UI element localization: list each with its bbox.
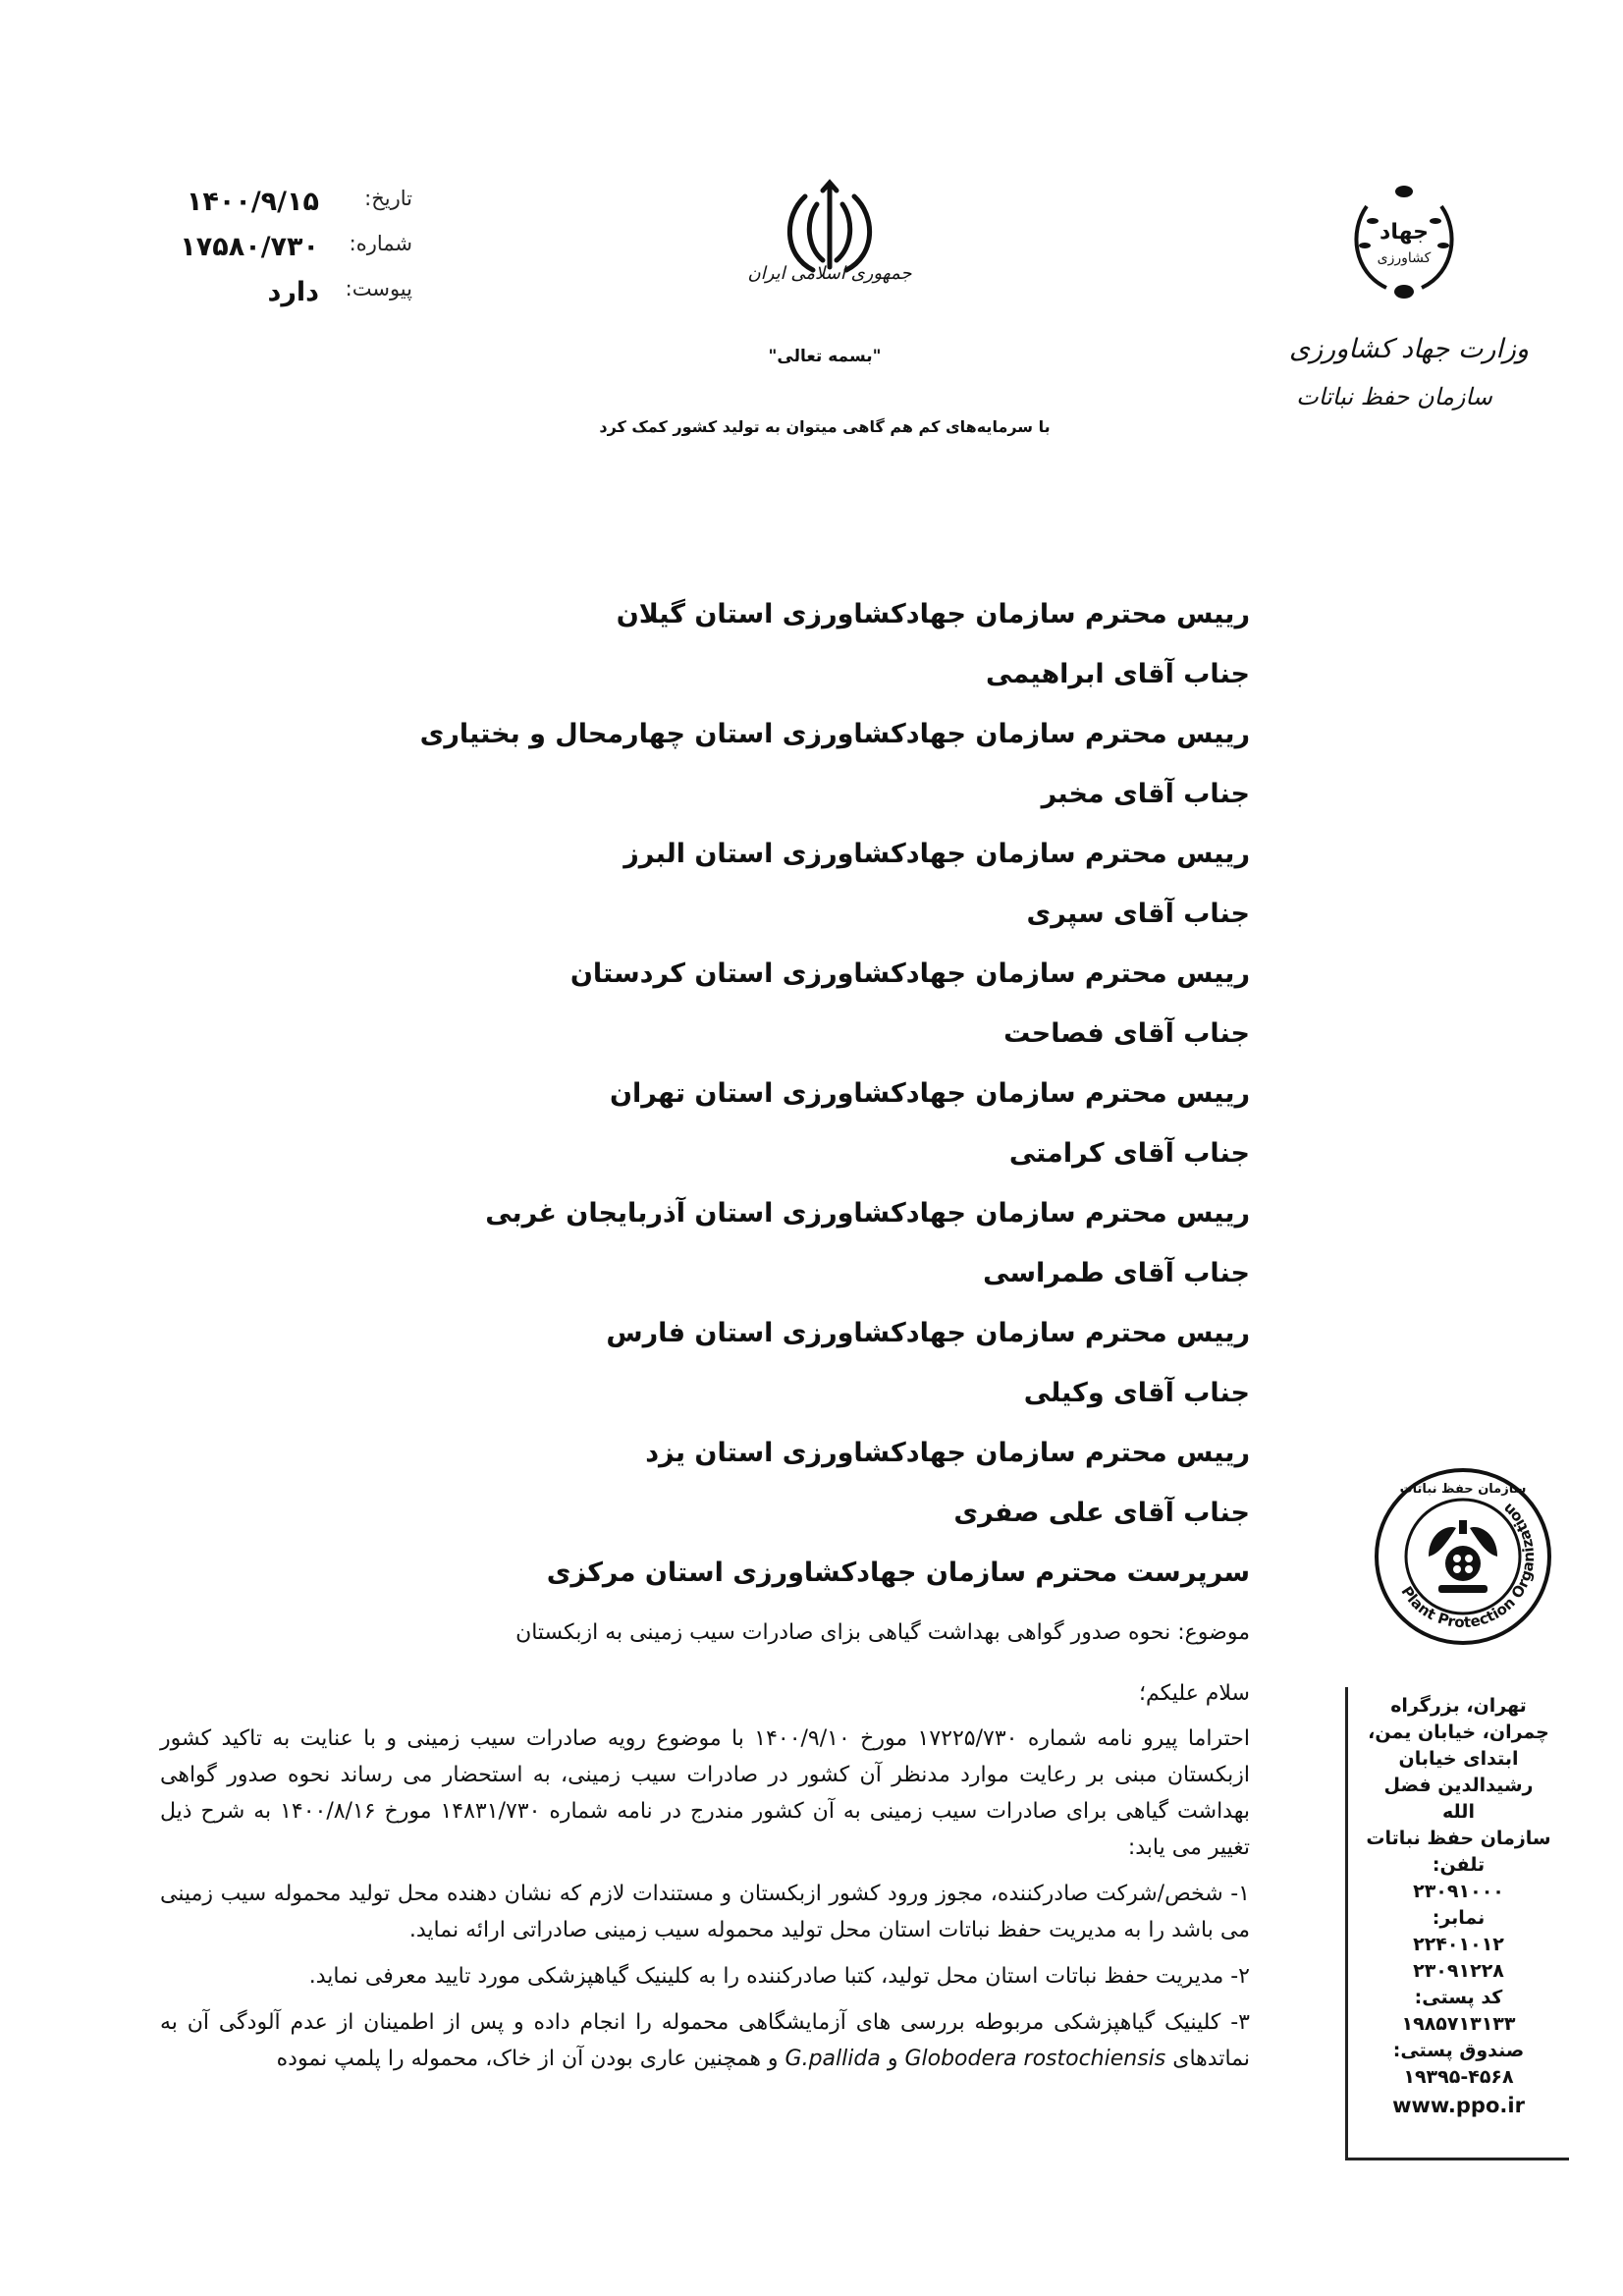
- recipient-line: رییس محترم سازمان جهادکشاورزی استان چهارمحال و بختیاری: [419, 719, 1250, 749]
- organization-name: سازمان حفظ نباتات: [1296, 383, 1492, 410]
- postal-code: ۱۹۸۵۷۱۳۱۳۳: [1401, 2013, 1516, 2035]
- recipient-line: رییس محترم سازمان جهادکشاورزی استان تهران: [609, 1078, 1250, 1109]
- item3-and: و: [887, 2047, 898, 2071]
- recipient-line: جناب آقای علی صفری: [953, 1498, 1250, 1528]
- number-label: شماره:: [349, 232, 412, 255]
- pobox-label: صندوق پستی:: [1392, 2040, 1525, 2061]
- recipient-line: رییس محترم سازمان جهادکشاورزی استان کردستان: [569, 958, 1250, 989]
- emblem-caption: جمهوری اسلامی ایران: [747, 263, 912, 284]
- attachment-value: دارد: [267, 277, 319, 307]
- recipient-line: رییس محترم سازمان جهادکشاورزی استان البرز: [623, 839, 1250, 869]
- plant-protection-seal-icon: [1370, 1463, 1556, 1650]
- recipient-line: رییس محترم سازمان جهادکشاورزی استان گیلان: [616, 599, 1250, 629]
- attachment-row: [147, 277, 412, 322]
- recipient-line: جناب آقای سپری: [1026, 899, 1250, 929]
- logo-text-top: جهاد: [1380, 220, 1429, 245]
- address-line: الله: [1442, 1801, 1475, 1823]
- logo-text-bottom: کشاورزی: [1377, 250, 1432, 266]
- recipient-line: رییس محترم سازمان جهادکشاورزی استان یزد: [645, 1438, 1250, 1468]
- address-line: رشیدالدین فضل: [1383, 1775, 1534, 1796]
- seal-ring-text: Plant Protection Organization: [1397, 1500, 1539, 1632]
- bismillah: "بسمه تعالی": [768, 347, 882, 366]
- item3-text-before: ۳- کلینیک گیاهپزشکی مربوطه بررسی های آزمایشگاهی محموله را انجام داده و پس از اطمینان از عدم آلودگی آن به نماتدهای: [160, 2010, 1250, 2071]
- address-line: ابتدای خیابان: [1398, 1748, 1519, 1770]
- address-line: چمران، خیابان یمن،: [1368, 1722, 1549, 1743]
- recipient-line: رییس محترم سازمان جهادکشاورزی استان فارس: [606, 1318, 1250, 1348]
- slogan: با سرمایه‌های کم هم گاهی میتوان به تولید کشور کمک کرد: [599, 417, 1051, 436]
- body-item-1: ۱- شخص/شرکت صادرکننده، مجوز ورود کشور ازبکستان و مستندات لازم که نشان دهنده محل تولید محموله سیب زمینی می باشد را به مدیریت حفظ نباتات استان محل تولید محموله سیب زمینی صادراتی ارائه نماید.: [160, 1882, 1250, 1942]
- iran-emblem-icon: [766, 177, 893, 314]
- letter-body: [160, 1721, 1250, 2077]
- letter-meta: [147, 187, 412, 322]
- address-line: سازمان حفظ نباتات: [1366, 1828, 1551, 1849]
- date-row: [147, 187, 412, 232]
- recipient-line: جناب آقای کرامتی: [1008, 1138, 1250, 1169]
- subject-line: موضوع: نحوه صدور گواهی بهداشت گیاهی بزای صادرات سیب زمینی به ازبکستان: [515, 1620, 1250, 1645]
- attachment-label: پیوست:: [345, 277, 412, 301]
- date-label: تاریخ:: [364, 187, 412, 210]
- ministry-name: وزارت جهاد کشاورزی: [1288, 334, 1529, 364]
- number-row: [147, 232, 412, 277]
- recipient-line: سرپرست محترم سازمان جهادکشاورزی استان مرکزی: [546, 1558, 1250, 1588]
- fax-number: ۲۳۰۹۱۲۲۸: [1413, 1960, 1504, 1982]
- postal-label: کد پستی:: [1414, 1987, 1503, 2008]
- recipient-line: رییس محترم سازمان جهادکشاورزی استان آذربایجان غربی: [485, 1198, 1250, 1229]
- recipient-line: جناب آقای ابراهیمی: [986, 659, 1250, 689]
- recipient-line: جناب آقای وکیلی: [1023, 1378, 1250, 1408]
- phone-number: ۲۳۰۹۱۰۰۰: [1413, 1881, 1504, 1902]
- fax-label: نمابر:: [1432, 1907, 1486, 1929]
- item3-text-after: و همچنین عاری بودن آن از خاک، محموله را پلمپ نموده: [276, 2047, 779, 2071]
- body-item-2: ۲- مدیریت حفظ نباتات استان محل تولید، کتبا صادرکننده را به کلینیک گیاهپزشکی مورد تایید معرفی نماید.: [308, 1964, 1250, 1989]
- website-link[interactable]: www.ppo.ir: [1392, 2094, 1525, 2117]
- fax-number: ۲۲۴۰۱۰۱۲: [1413, 1934, 1504, 1955]
- species-name-1: Globodera rostochiensis: [904, 2047, 1166, 2071]
- date-value: ۱۴۰۰/۹/۱۵: [186, 187, 319, 217]
- address-line: تهران، بزرگراه: [1390, 1695, 1527, 1717]
- recipient-line: جناب آقای طمراسی: [983, 1258, 1250, 1288]
- number-value: ۱۷۵۸۰/۷۳۰: [180, 232, 319, 262]
- pobox-number: ۱۹۳۹۵-۴۵۶۸: [1403, 2066, 1514, 2088]
- contact-box: [1345, 1687, 1569, 2160]
- jahad-keshavarzi-logo-icon: [1347, 182, 1461, 301]
- seal-top-text: سازمان حفظ نباتات: [1399, 1482, 1527, 1497]
- body-intro: احتراما پیرو نامه شماره ۱۷۲۲۵/۷۳۰ مورخ ۱۴۰۰/۹/۱۰ با موضوع رویه صادرات سیب زمینی و با عنایت به تاکید کشور ازبکستان مبنی بر رعایت موارد مدنظر آن کشور در صادرات سیب زمینی، به استحضار می رساند نحوه صدور گواهی بهداشت گیاهی برای صادرات سیب زمینی به آن کشور مندرج در نامه شماره ۱۴۸۳۱/۷۳۰ مورخ ۱۴۰۰/۸/۱۶ به شرح ذیل تغییر می یابد:: [160, 1726, 1250, 1860]
- recipients-block: [170, 584, 1250, 1603]
- recipient-line: جناب آقای فصاحت: [1003, 1018, 1250, 1049]
- body-item-3: [160, 2004, 1250, 2077]
- recipient-line: جناب آقای مخبر: [1041, 779, 1250, 809]
- phone-label: تلفن:: [1432, 1854, 1486, 1876]
- species-name-2: G.pallida: [784, 2047, 881, 2071]
- greeting: سلام علیکم؛: [1138, 1681, 1250, 1706]
